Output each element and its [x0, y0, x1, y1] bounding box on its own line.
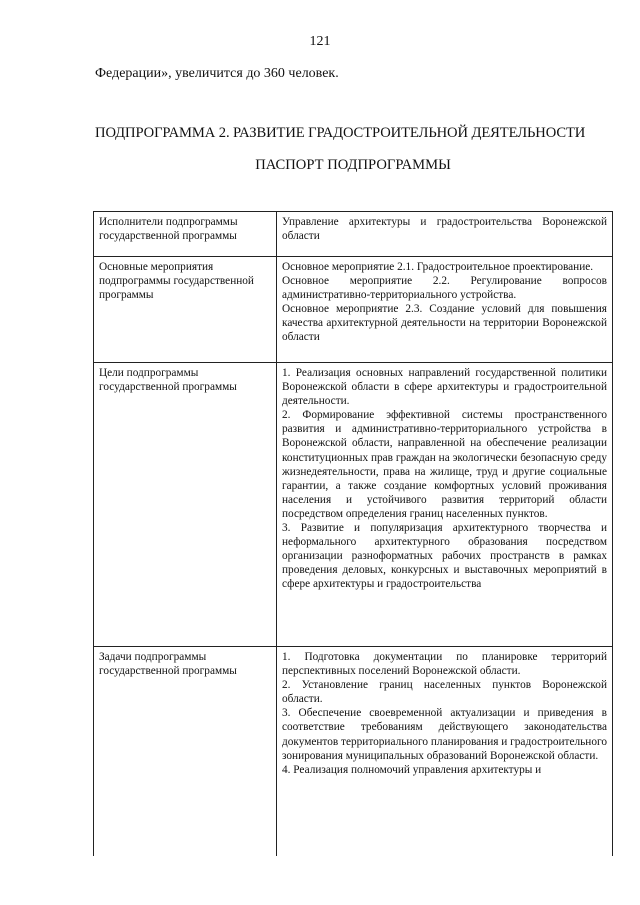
row-paragraph: Основное мероприятие 2.3. Создание условий для повышения качества архитектурной деятельности на территории Воронежской области — [282, 303, 607, 344]
row-content — [277, 212, 613, 257]
table-row — [94, 363, 613, 647]
row-label: Задачи подпрограммы государственной программы — [94, 647, 277, 857]
row-content — [277, 257, 613, 363]
table-row — [94, 212, 613, 257]
passport-table — [93, 211, 613, 856]
intro-text: Федерации», увеличится до 360 человек. — [95, 66, 339, 81]
row-paragraph: 4. Реализация полномочий управления архитектуры и — [282, 763, 542, 776]
row-paragraph: Основное мероприятие 2.1. Градостроительное проектирование. — [282, 261, 594, 273]
row-paragraph: 3. Обеспечение своевременной актуализации и приведения в соответствие требованиям действующего законодательства документов территориального планирования и градостроительного зонирования муниципальных образований Воронежской области. — [282, 707, 607, 762]
row-content — [277, 647, 613, 857]
passport-title: ПАСПОРТ ПОДПРОГРАММЫ — [255, 157, 451, 173]
row-label: Исполнители подпрограммы государственной программы — [94, 212, 277, 257]
row-label: Основные мероприятия подпрограммы государственной программы — [94, 257, 277, 363]
row-paragraph: 1. Подготовка документации по планировке территорий перспективных поселений Воронежской области. — [282, 651, 607, 678]
page-number: 121 — [309, 34, 331, 49]
subprogram-title: ПОДПРОГРАММА 2. РАЗВИТИЕ ГРАДОСТРОИТЕЛЬНОЙ ДЕЯТЕЛЬНОСТИ — [95, 125, 586, 141]
row-paragraph: Основное мероприятие 2.2. Регулирование вопросов административно-территориального устройства. — [282, 275, 607, 302]
row-paragraph: 3. Развитие и популяризация архитектурного творчества и неформального архитектурного образования посредством организации разноформатных рабочих пространств в рамках проведения деловых, конкурсных и выставочных мероприятий в сфере архитектуры и градостроительства — [282, 522, 607, 591]
row-paragraph: Управление архитектуры и градостроительства Воронежской области — [282, 216, 607, 243]
row-paragraph: 2. Формирование эффективной системы пространственного развития и административно-территориального устройства в Воронежской области, направленной на обеспечение реализации конституционных прав граждан на экологически безопасную среду жизнедеятельности, права на жилище, труд и другие социальные гарантии, а также создание комфортных условий проживания населения и устойчивого развития территорий области посредством определения границ населенных пунктов. — [282, 409, 607, 520]
row-content — [277, 363, 613, 647]
row-label: Цели подпрограммы государственной программы — [94, 363, 277, 647]
table-row — [94, 257, 613, 363]
row-paragraph: 2. Установление границ населенных пунктов Воронежской области. — [282, 679, 607, 706]
row-paragraph: 1. Реализация основных направлений государственной политики Воронежской области в сфере архитектуры и градостроительной деятельности. — [282, 367, 607, 408]
table-row — [94, 647, 613, 857]
